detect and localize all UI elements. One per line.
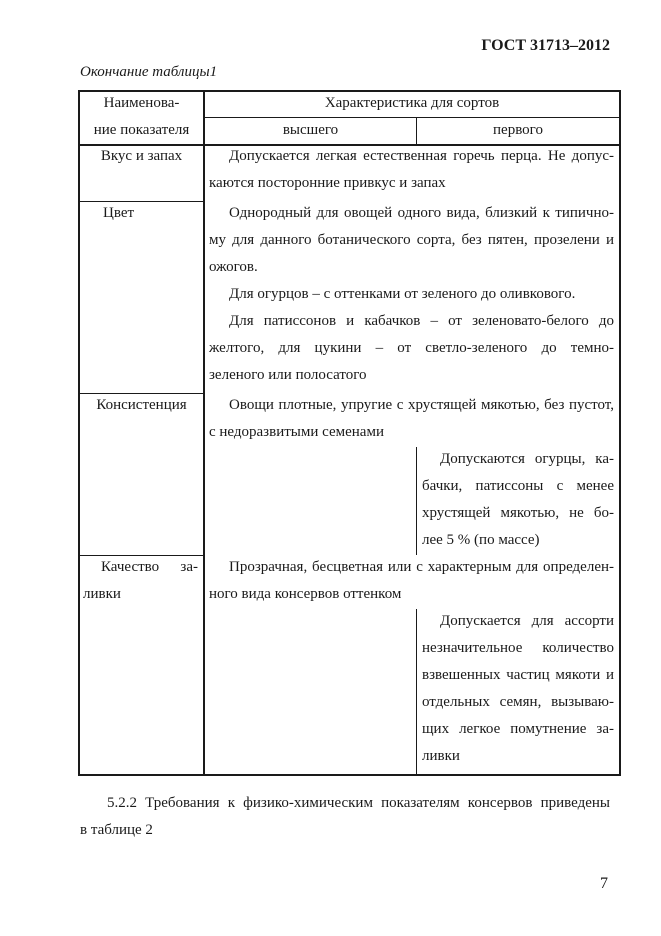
row-brine-first-grade-line-4: отдельных семян, вызываю- <box>422 694 614 710</box>
row-brine-first-grade-line-2: незначительное количество <box>422 640 614 656</box>
row-texture-first-grade-line-3: хрустящей мякотью, не бо- <box>422 505 614 521</box>
row-color-line-1: Однородный для овощей одного вида, близкий к типично- <box>229 205 614 221</box>
row-taste-name: Вкус и запах <box>100 148 183 164</box>
document-header-code: ГОСТ 31713–2012 <box>481 37 610 54</box>
paragraph-5-2-2-line-2: в таблице 2 <box>80 822 153 838</box>
row-texture-first-grade-line-2: бачки, патиссоны с менее <box>422 478 614 494</box>
row-texture-first-grade-line-4: лее 5 % (по массе) <box>422 532 540 548</box>
table-top-border <box>78 90 621 92</box>
column-header-first-grade: первого <box>493 122 543 138</box>
column-header-higher-grade: высшего <box>282 122 339 138</box>
row-brine-name-line-1: Качество за- <box>101 559 198 575</box>
table-grade-divider-texture <box>416 447 417 555</box>
row-color-name: Цвет <box>103 205 135 221</box>
row-texture-first-grade-line-1: Допускаются огурцы, ка- <box>440 451 614 467</box>
row-brine-first-grade-line-1: Допускается для ассорти <box>440 613 614 629</box>
row-taste-line-1: Допускается легкая естественная горечь перца. Не допус- <box>229 148 614 164</box>
row-texture-line-1: Овощи плотные, упругие с хрустящей мякотью, без пустот, <box>229 397 614 413</box>
table-left-border <box>78 90 80 776</box>
row-brine-first-grade-line-5: щих легкое помутнение за- <box>422 721 614 737</box>
row-brine-first-grade-line-3: взвешенных частиц мякоти и <box>422 667 614 683</box>
row-color-line-2: му для данного ботанического сорта, без пятен, прозелени и <box>209 232 614 248</box>
table-grade-divider-brine <box>416 609 417 775</box>
column-header-name-line2: ние показателя <box>93 122 190 138</box>
row-brine-name-line-2: ливки <box>83 586 121 602</box>
row-color-line-7: зеленого или полосатого <box>209 367 367 383</box>
row-taste-line-2: каются посторонние привкус и запах <box>209 175 446 191</box>
table-name-column-border <box>203 90 205 776</box>
table-header-divider <box>204 117 621 118</box>
row-color-line-3: ожогов. <box>209 259 258 275</box>
row-color-line-6: желтого, для цукини – от светло-зеленого до темно- <box>209 340 614 356</box>
row-brine-first-grade-line-6: ливки <box>422 748 460 764</box>
paragraph-5-2-2-line-1: 5.2.2 Требования к физико-химическим показателям консервов приведены <box>107 795 610 811</box>
row-brine-line-2: ного вида консервов оттенком <box>209 586 402 602</box>
page-number: 7 <box>600 875 608 892</box>
row-texture-line-2: с недоразвитыми семенами <box>209 424 384 440</box>
row-brine-line-1: Прозрачная, бесцветная или с характерным для определен- <box>229 559 614 575</box>
column-header-name-line1: Наименова- <box>103 95 180 111</box>
table-bottom-border <box>78 774 621 776</box>
row-texture-name: Консистенция <box>96 397 187 413</box>
row-color-line-5: Для патиссонов и кабачков – от зеленовато-белого до <box>229 313 614 329</box>
table-right-border <box>619 90 621 776</box>
column-header-characteristic: Характеристика для сортов <box>324 95 500 111</box>
row-color-line-4: Для огурцов – с оттенками от зеленого до оливкового. <box>229 286 576 302</box>
table-caption: Окончание таблицы1 <box>80 64 218 80</box>
